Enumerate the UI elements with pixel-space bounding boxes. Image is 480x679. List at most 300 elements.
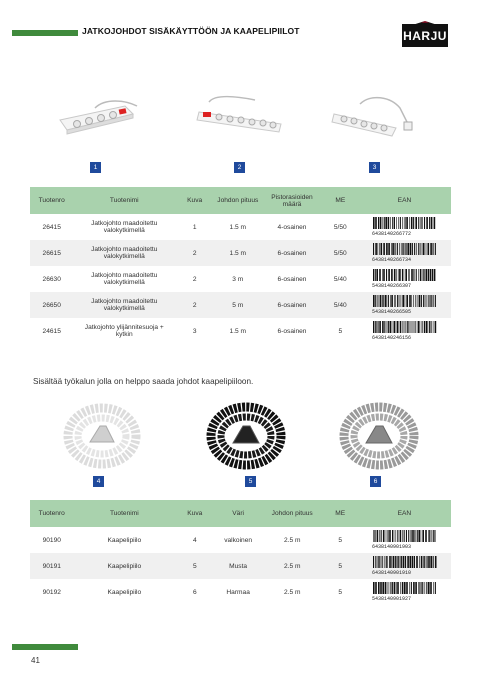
barcode-bar bbox=[404, 243, 405, 255]
cable-wrap-table bbox=[30, 500, 451, 605]
barcode-bar bbox=[384, 243, 386, 255]
barcode-bar bbox=[407, 582, 409, 594]
barcode-bar bbox=[417, 321, 418, 333]
barcode-bar bbox=[386, 269, 387, 281]
barcode-bar bbox=[404, 321, 405, 333]
barcode-bar bbox=[394, 269, 396, 281]
barcode-bar bbox=[394, 530, 395, 542]
col-header-me: ME bbox=[323, 187, 358, 214]
barcode-bar bbox=[401, 556, 402, 568]
cell-maara: 6-osainen bbox=[277, 327, 307, 335]
barcode-bar bbox=[381, 243, 383, 255]
product-image-2 bbox=[195, 94, 290, 139]
cell-ean bbox=[358, 579, 451, 605]
cell-vari: Harmaa bbox=[226, 588, 250, 596]
barcode-bar bbox=[431, 582, 433, 594]
barcode-bar bbox=[419, 217, 420, 229]
col-header-maara: Pistorasioiden määrä bbox=[261, 187, 322, 214]
barcode-bar bbox=[418, 269, 419, 281]
barcode-bar bbox=[430, 269, 431, 281]
barcode-bar bbox=[405, 243, 406, 255]
barcode-bar bbox=[416, 582, 418, 594]
barcode-bar bbox=[434, 269, 436, 281]
barcode-digits: 6438140246156 bbox=[372, 334, 412, 340]
barcode-bar bbox=[398, 582, 400, 594]
barcode-bar bbox=[400, 269, 402, 281]
barcode-bar bbox=[417, 556, 419, 568]
barcode-bar bbox=[403, 217, 404, 229]
barcode-bar bbox=[387, 582, 388, 594]
barcode-bar bbox=[403, 243, 404, 255]
barcode-bar bbox=[404, 217, 405, 229]
cell-tuotenro: 26630 bbox=[42, 275, 61, 283]
barcode-bar bbox=[433, 243, 434, 255]
tool-note: Sisältää työkalun jolla on helppo saada johdot kaapelipiiloon. bbox=[33, 377, 254, 386]
barcode-bar bbox=[396, 321, 397, 333]
cell-pituus: 5 m bbox=[214, 292, 261, 318]
barcode-bar bbox=[405, 321, 406, 333]
barcode-bar bbox=[385, 321, 386, 333]
barcode-bar bbox=[380, 269, 382, 281]
barcode-bar bbox=[392, 530, 393, 542]
page-title: JATKOJOHDOT SISÄKÄYTTÖÖN JA KAAPELIPIILOT bbox=[82, 26, 300, 36]
barcode-bar bbox=[390, 556, 392, 568]
cell-tuotenro: 90191 bbox=[30, 553, 74, 579]
barcode-bar bbox=[431, 321, 432, 333]
barcode-bar bbox=[400, 556, 401, 568]
barcode-bar bbox=[409, 582, 410, 594]
barcode-bar bbox=[426, 321, 428, 333]
cell-pituus: 3 m bbox=[232, 275, 244, 283]
barcode-bar bbox=[375, 269, 376, 281]
barcode-bar bbox=[430, 217, 431, 229]
barcode-bar bbox=[373, 582, 375, 594]
barcode-bar bbox=[431, 217, 433, 229]
barcode-bar bbox=[433, 582, 434, 594]
col-header-tuotenro: Tuotenro bbox=[30, 187, 73, 214]
barcode-bar bbox=[388, 217, 390, 229]
barcode-bar bbox=[433, 530, 434, 542]
barcode-bar bbox=[388, 530, 389, 542]
barcode-bar bbox=[418, 582, 419, 594]
table-row bbox=[30, 318, 451, 344]
barcode-digits: 5438140266307 bbox=[372, 282, 412, 288]
col-header-pituus: Johdon pituus bbox=[262, 500, 323, 527]
barcode-bar bbox=[423, 556, 424, 568]
barcode-bar bbox=[377, 321, 378, 333]
barcode-bar bbox=[393, 243, 395, 255]
barcode-bar bbox=[426, 530, 428, 542]
barcode-bar bbox=[380, 321, 382, 333]
barcode-bar bbox=[376, 217, 378, 229]
barcode-bar bbox=[388, 556, 389, 568]
barcode-bar bbox=[401, 243, 402, 255]
barcode-bar bbox=[388, 321, 389, 333]
barcode-bar bbox=[414, 295, 415, 307]
table-header-row bbox=[30, 187, 451, 214]
cell-kuva: 2 bbox=[175, 240, 214, 266]
barcode-bar bbox=[383, 321, 385, 333]
barcode-bar bbox=[432, 295, 433, 307]
ean-barcode bbox=[371, 530, 437, 549]
cell-tuotenimi: Jatkojohto maadoitettu valokytkimellä bbox=[73, 292, 175, 318]
table-header-row bbox=[30, 500, 451, 527]
barcode-bar bbox=[433, 321, 434, 333]
barcode-bar bbox=[403, 321, 404, 333]
barcode-bar bbox=[415, 530, 416, 542]
cell-tuotenro: 90192 bbox=[42, 588, 61, 596]
barcode-bar bbox=[423, 582, 424, 594]
barcode-bar bbox=[389, 582, 390, 594]
barcode-bar bbox=[435, 295, 436, 307]
barcode-bar bbox=[375, 530, 376, 542]
product-image-5 bbox=[205, 396, 287, 476]
table-row bbox=[30, 214, 451, 240]
barcode-bar bbox=[412, 243, 413, 255]
barcode-bar bbox=[427, 217, 429, 229]
cell-kuva: 1 bbox=[192, 223, 197, 231]
barcode-bar bbox=[376, 556, 377, 568]
barcode-bar bbox=[391, 217, 392, 229]
barcode-bar bbox=[425, 295, 426, 307]
barcode-bar bbox=[415, 243, 416, 255]
barcode-bar bbox=[421, 556, 423, 568]
barcode-bar bbox=[389, 243, 391, 255]
barcode-bar bbox=[417, 295, 418, 307]
barcode-bar bbox=[424, 321, 426, 333]
barcode-bar bbox=[414, 556, 415, 568]
barcode-bar bbox=[425, 582, 426, 594]
ean-barcode bbox=[371, 321, 437, 340]
cell-maara: 6-osainen bbox=[261, 240, 322, 266]
barcode-bar bbox=[385, 582, 387, 594]
barcode-bar bbox=[433, 556, 434, 568]
barcode-bar bbox=[397, 217, 398, 229]
barcode-bar bbox=[411, 321, 412, 333]
cell-tuotenro: 26615 bbox=[30, 240, 73, 266]
cell-me: 5 bbox=[338, 327, 343, 335]
table-row bbox=[30, 579, 451, 605]
barcode-bar bbox=[396, 582, 397, 594]
barcode-bar bbox=[410, 295, 412, 307]
barcode-bar bbox=[391, 295, 392, 307]
barcode-bar bbox=[420, 243, 421, 255]
barcode-bar bbox=[382, 295, 383, 307]
barcode-bar bbox=[410, 243, 412, 255]
barcode-bar bbox=[380, 295, 381, 307]
cell-tuotenimi: Kaapelipiilo bbox=[74, 553, 176, 579]
barcode-digits: 6438140266734 bbox=[372, 256, 412, 262]
cell-pituus: 1.5 m bbox=[214, 240, 261, 266]
barcode-bar bbox=[397, 269, 398, 281]
cell-kuva: 2 bbox=[175, 292, 214, 318]
barcode-bar bbox=[404, 582, 406, 594]
barcode-bar bbox=[378, 243, 379, 255]
barcode-bar bbox=[373, 295, 375, 307]
barcode-bar bbox=[415, 295, 416, 307]
barcode-bar bbox=[425, 269, 426, 281]
table-row bbox=[30, 240, 451, 266]
barcode-bar bbox=[422, 243, 423, 255]
barcode-bar bbox=[373, 321, 374, 333]
barcode-bar bbox=[403, 295, 405, 307]
product-image-3 bbox=[330, 94, 420, 144]
barcode-bar bbox=[384, 556, 385, 568]
barcode-bar bbox=[381, 530, 382, 542]
barcode-bar bbox=[424, 295, 425, 307]
product-image-4 bbox=[62, 396, 142, 476]
barcode-bar bbox=[408, 243, 410, 255]
barcode-bar bbox=[407, 243, 408, 255]
barcode-bar bbox=[435, 243, 436, 255]
barcode-bar bbox=[435, 582, 436, 594]
ean-barcode bbox=[371, 582, 437, 601]
cell-kuva: 2 bbox=[192, 275, 197, 283]
barcode-bar bbox=[403, 556, 405, 568]
barcode-bar bbox=[375, 321, 376, 333]
barcode-bar bbox=[435, 321, 437, 333]
barcode-bar bbox=[393, 217, 394, 229]
cell-tuotenro: 26415 bbox=[42, 223, 61, 231]
barcode-bar bbox=[422, 321, 423, 333]
barcode-bar bbox=[406, 217, 407, 229]
barcode-digits: 5438140266505 bbox=[372, 308, 412, 314]
barcode-bar bbox=[405, 295, 406, 307]
barcode-bar bbox=[382, 217, 383, 229]
barcode-bar bbox=[373, 530, 374, 542]
barcode-bar bbox=[400, 582, 401, 594]
barcode-bar bbox=[414, 321, 415, 333]
col-header-tuotenimi: Tuotenimi bbox=[74, 500, 176, 527]
barcode-bar bbox=[421, 582, 422, 594]
cell-tuotenimi: Jatkojohto maadoitettu valokytkimellä bbox=[91, 272, 158, 286]
barcode-bar bbox=[409, 269, 410, 281]
barcode-bar bbox=[383, 582, 385, 594]
cell-maara: 4-osainen bbox=[277, 223, 307, 231]
barcode-bar bbox=[400, 243, 401, 255]
barcode-bar bbox=[428, 269, 430, 281]
barcode-bar bbox=[384, 269, 386, 281]
col-header-pituus: Johdon pituus bbox=[214, 187, 261, 214]
barcode-digits: 6438140266772 bbox=[372, 230, 412, 236]
barcode-bar bbox=[418, 321, 420, 333]
extension-cords-table bbox=[30, 187, 451, 344]
product-badge-3: 3 bbox=[369, 162, 380, 173]
barcode-bar bbox=[396, 530, 397, 542]
cell-pituus: 1.5 m bbox=[229, 223, 247, 231]
barcode-bar bbox=[380, 217, 382, 229]
cell-tuotenimi: Jatkojohto maadoitettu valokytkimellä bbox=[91, 220, 158, 234]
product-image-6 bbox=[338, 396, 420, 476]
barcode-bar bbox=[392, 295, 394, 307]
cell-kuva: 6 bbox=[192, 588, 197, 596]
barcode-bar bbox=[400, 217, 401, 229]
barcode-bar bbox=[421, 530, 422, 542]
barcode-bar bbox=[400, 530, 402, 542]
barcode-bar bbox=[423, 243, 425, 255]
ean-barcode bbox=[371, 556, 437, 575]
barcode-bar bbox=[398, 530, 399, 542]
table-row bbox=[30, 292, 451, 318]
cell-kuva: 5 bbox=[175, 553, 214, 579]
barcode-bar bbox=[404, 530, 405, 542]
barcode-bar bbox=[373, 556, 374, 568]
barcode-bar bbox=[387, 243, 389, 255]
barcode-bar bbox=[427, 582, 428, 594]
barcode-bar bbox=[395, 243, 396, 255]
barcode-bar bbox=[429, 556, 431, 568]
cell-ean bbox=[358, 214, 451, 240]
barcode-bar bbox=[410, 556, 412, 568]
harju-logo bbox=[402, 24, 448, 47]
barcode-bar bbox=[398, 217, 399, 229]
barcode-bar bbox=[389, 269, 391, 281]
cell-tuotenro: 90190 bbox=[42, 536, 61, 544]
cell-ean bbox=[358, 266, 451, 292]
barcode-bar bbox=[428, 582, 430, 594]
barcode-bar bbox=[378, 295, 379, 307]
barcode-bar bbox=[406, 530, 407, 542]
barcode-bar bbox=[423, 269, 424, 281]
cell-pituus: 2.5 m bbox=[283, 588, 301, 596]
cell-ean bbox=[358, 553, 451, 579]
col-header-ean: EAN bbox=[358, 500, 451, 527]
table-row bbox=[30, 527, 451, 553]
barcode-bar bbox=[401, 295, 402, 307]
barcode-bar bbox=[378, 217, 379, 229]
barcode-bar bbox=[413, 530, 415, 542]
barcode-bar bbox=[417, 243, 418, 255]
barcode-bar bbox=[430, 530, 431, 542]
barcode-bar bbox=[421, 321, 422, 333]
barcode-bar bbox=[419, 295, 421, 307]
col-header-kuva: Kuva bbox=[175, 187, 214, 214]
cell-me: 5/40 bbox=[333, 275, 347, 283]
cell-tuotenimi: Jatkojohto ylijännitesuoja + kytkin bbox=[84, 324, 164, 338]
barcode-bar bbox=[429, 295, 430, 307]
col-header-tuotenro: Tuotenro bbox=[30, 500, 74, 527]
barcode-bar bbox=[397, 243, 398, 255]
barcode-bar bbox=[394, 582, 396, 594]
cell-ean bbox=[358, 240, 451, 266]
barcode-bar bbox=[373, 269, 374, 281]
barcode-bar bbox=[434, 217, 436, 229]
cell-me: 5 bbox=[323, 553, 358, 579]
barcode-bar bbox=[378, 582, 380, 594]
barcode-bar bbox=[402, 582, 404, 594]
barcode-bar bbox=[385, 295, 387, 307]
barcode-bar bbox=[426, 243, 427, 255]
barcode-digits: 6438140901910 bbox=[372, 569, 412, 575]
product-badge-4: 4 bbox=[93, 476, 104, 487]
logo-roof-icon bbox=[402, 21, 448, 27]
barcode-bar bbox=[431, 556, 433, 568]
col-header-vari: Väri bbox=[214, 500, 261, 527]
barcode-bar bbox=[394, 217, 395, 229]
cell-pituus: 2.5 m bbox=[262, 553, 323, 579]
barcode-bar bbox=[419, 243, 420, 255]
barcode-bar bbox=[420, 269, 422, 281]
barcode-bar bbox=[416, 217, 418, 229]
barcode-bar bbox=[419, 530, 421, 542]
barcode-bar bbox=[431, 295, 432, 307]
barcode-bar bbox=[377, 530, 379, 542]
barcode-bar bbox=[381, 582, 383, 594]
barcode-bar bbox=[431, 243, 433, 255]
cell-me: 5 bbox=[338, 588, 342, 596]
barcode-bar bbox=[379, 295, 380, 307]
barcode-bar bbox=[411, 530, 412, 542]
barcode-bar bbox=[386, 530, 387, 542]
footer-accent-bar bbox=[12, 644, 78, 650]
barcode-bar bbox=[399, 556, 400, 568]
barcode-bar bbox=[423, 217, 424, 229]
product-badge-5: 5 bbox=[245, 476, 256, 487]
ean-barcode bbox=[371, 243, 437, 262]
barcode-bar bbox=[384, 295, 385, 307]
barcode-bar bbox=[417, 530, 418, 542]
barcode-bar bbox=[407, 295, 409, 307]
barcode-bar bbox=[413, 582, 415, 594]
barcode-bar bbox=[413, 321, 414, 333]
barcode-bar bbox=[391, 582, 392, 594]
cell-vari: Musta bbox=[214, 553, 261, 579]
barcode-bar bbox=[392, 269, 394, 281]
cell-tuotenimi: Kaapelipiilo bbox=[107, 588, 142, 596]
barcode-bar bbox=[377, 269, 379, 281]
barcode-bar bbox=[382, 556, 383, 568]
barcode-bar bbox=[435, 556, 437, 568]
cell-ean bbox=[358, 318, 451, 344]
barcode-bar bbox=[421, 295, 422, 307]
ean-barcode bbox=[371, 295, 437, 314]
col-header-kuva: Kuva bbox=[175, 500, 214, 527]
barcode-bar bbox=[411, 217, 413, 229]
product-badge-1: 1 bbox=[90, 162, 101, 173]
barcode-bar bbox=[427, 295, 428, 307]
barcode-bar bbox=[404, 269, 405, 281]
barcode-bar bbox=[376, 582, 378, 594]
barcode-bar bbox=[379, 321, 380, 333]
barcode-bar bbox=[380, 530, 381, 542]
barcode-bar bbox=[423, 530, 425, 542]
barcode-digits: 6438140901903 bbox=[372, 543, 412, 549]
barcode-bar bbox=[396, 295, 397, 307]
barcode-bar bbox=[420, 582, 421, 594]
barcode-bar bbox=[399, 295, 400, 307]
barcode-bar bbox=[421, 217, 422, 229]
barcode-bar bbox=[435, 530, 436, 542]
barcode-bar bbox=[419, 556, 420, 568]
barcode-bar bbox=[410, 217, 411, 229]
barcode-bar bbox=[386, 217, 388, 229]
cell-pituus: 1.5 m bbox=[229, 327, 247, 335]
barcode-bar bbox=[412, 295, 413, 307]
barcode-bar bbox=[403, 530, 404, 542]
col-header-tuotenimi: Tuotenimi bbox=[73, 187, 175, 214]
barcode-bar bbox=[378, 556, 379, 568]
barcode-bar bbox=[411, 582, 412, 594]
barcode-bar bbox=[392, 243, 393, 255]
cell-me: 5 bbox=[338, 536, 342, 544]
barcode-bar bbox=[380, 556, 381, 568]
cell-ean bbox=[358, 527, 451, 553]
barcode-bar bbox=[376, 243, 378, 255]
barcode-bar bbox=[395, 556, 396, 568]
barcode-bar bbox=[376, 530, 377, 542]
ean-barcode bbox=[371, 217, 437, 236]
ean-barcode bbox=[371, 269, 437, 288]
